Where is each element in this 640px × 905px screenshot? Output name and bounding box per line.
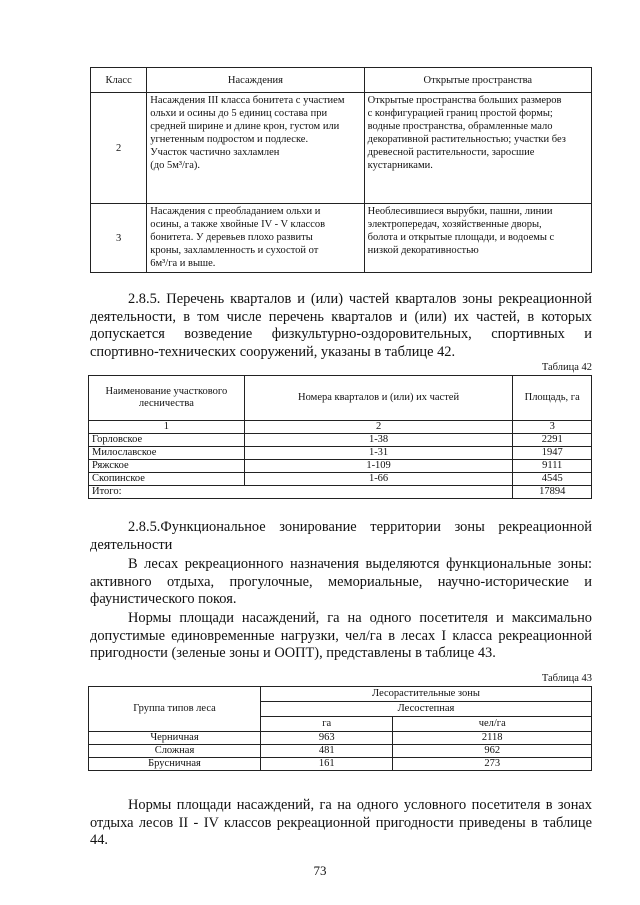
quarters-value: 1-31 — [244, 447, 513, 460]
text-line: кроны, захламленность и сухостой от — [150, 245, 319, 256]
header-zones: Лесорастительные зоны — [261, 687, 592, 702]
people-value: 2118 — [393, 732, 592, 745]
table-42 — [88, 375, 592, 499]
table-42-caption: Таблица 42 — [541, 362, 592, 373]
area-value: 1947 — [513, 447, 592, 460]
column-number: 3 — [513, 421, 592, 434]
text-line: кустарниками. — [367, 160, 433, 171]
paragraph-table-44 — [90, 797, 592, 850]
text-line: Открытые пространства больших размеров — [367, 95, 562, 106]
forest-group: Черничная — [89, 732, 261, 745]
forest-group: Брусничная — [89, 758, 261, 771]
text-line: Участок частично захламлен — [150, 147, 280, 158]
text-line: Насаждения с преобладанием ольхи и — [150, 206, 321, 217]
header-unit-ha: га — [261, 717, 393, 732]
text-line: ольхи и осины до 5 единиц состава при — [150, 108, 328, 119]
text-line: осины, а также хвойные IV - V классов — [150, 219, 326, 230]
text-line: Необлесившиеся вырубки, пашни, линии — [367, 206, 553, 217]
header-subzone: Лесостепная — [261, 702, 592, 717]
forestry-name: Ряжское — [89, 460, 245, 473]
paragraph-zoning — [90, 519, 592, 554]
header-class: Класс — [91, 68, 147, 93]
page-number: 73 — [313, 863, 327, 878]
table-43-caption: Таблица 43 — [541, 673, 592, 684]
people-value: 273 — [393, 758, 592, 771]
open-spaces-cell — [364, 93, 591, 204]
text-line: декоративной растительностью; участки без — [367, 134, 566, 145]
table-row — [89, 758, 592, 771]
plantings-cell — [147, 93, 364, 204]
table-header-row — [91, 68, 592, 93]
table-row — [91, 204, 592, 273]
text-line: 6м³/га и выше. — [150, 258, 216, 269]
header-plantings: Насаждения — [147, 68, 364, 93]
paragraph-text: 2.8.5.Функциональное зонирование территории зоны рекреационной деятельности — [90, 519, 592, 553]
paragraph-text: В лесах рекреационного назначения выделяются функциональные зоны: активного отдыха, прогулочные, мемориальные, научно-исторические и фаунистического покоя. — [90, 556, 592, 607]
table-row — [89, 460, 592, 473]
paragraph-text: Нормы площади насаждений, га на одного посетителя и максимально допустимые единовременные нагрузки, чел/га в лесах I класса рекреационной пригодности (зеленые зоны и ООПТ), представлены в таблице 43. — [90, 610, 592, 661]
people-value: 962 — [393, 745, 592, 758]
plantings-cell — [147, 204, 364, 273]
class-cell: 2 — [91, 93, 147, 204]
text-line: с конфигурацией границ простой формы; — [367, 108, 553, 119]
column-number-row — [89, 421, 592, 434]
table-row — [89, 473, 592, 486]
table-row — [89, 745, 592, 758]
text-line: древесной растительности, заросшие — [367, 147, 535, 158]
forestry-name: Скопинское — [89, 473, 245, 486]
header-area: Площадь, га — [513, 376, 592, 421]
table-row — [89, 732, 592, 745]
forestry-name: Горловское — [89, 434, 245, 447]
text-line: низкой декоративностью — [367, 245, 479, 256]
total-value: 17894 — [513, 486, 592, 499]
open-spaces-cell — [364, 204, 591, 273]
text-line: (до 5м³/га). — [150, 160, 200, 171]
quarters-value: 1-38 — [244, 434, 513, 447]
paragraph-2-8-5 — [90, 291, 592, 361]
paragraph-zones — [90, 556, 592, 609]
table-header-row — [89, 376, 592, 421]
text-line: электропередач, хозяйственные дворы, — [367, 219, 542, 230]
header-forestry: Наименование участкового лесничества — [89, 376, 245, 421]
table-row — [91, 93, 592, 204]
total-row — [89, 486, 592, 499]
total-label: Итого: — [89, 486, 513, 499]
ha-value: 481 — [261, 745, 393, 758]
text-line: средней ширине и длине крон, густом или — [150, 121, 340, 132]
ha-value: 161 — [261, 758, 393, 771]
forestry-name: Милославское — [89, 447, 245, 460]
column-number: 1 — [89, 421, 245, 434]
table-header-row — [89, 687, 592, 702]
paragraph-norms — [90, 610, 592, 663]
text-line: водные пространства, обрамленные мало — [367, 121, 553, 132]
column-number: 2 — [244, 421, 513, 434]
forest-group: Сложная — [89, 745, 261, 758]
paragraph-text: Нормы площади насаждений, га на одного условного посетителя в зонах отдыха лесов II - IV классов рекреационной пригодности приведены в таблице 44. — [90, 797, 592, 848]
header-open-spaces: Открытые пространства — [364, 68, 591, 93]
ha-value: 963 — [261, 732, 393, 745]
quarters-value: 1-109 — [244, 460, 513, 473]
area-value: 2291 — [513, 434, 592, 447]
area-value: 9111 — [513, 460, 592, 473]
text-line: болота и открытые площади, и водоемы с — [367, 232, 555, 243]
text-line: бонитета. У деревьев плохо развиты — [150, 232, 313, 243]
text-line: угнетенным подростом и подлеске. — [150, 134, 309, 145]
recreation-class-table — [90, 67, 592, 273]
paragraph-text: 2.8.5. Перечень кварталов и (или) частей кварталов зоны рекреационной деятельности, в том числе перечень кварталов и (или) их частей, в которых допускается возведение физкультурно-оздоровительных, спортивных и спортивно-технических сооружений, указаны в таблице 42. — [90, 291, 592, 360]
area-value: 4545 — [513, 473, 592, 486]
table-row — [89, 447, 592, 460]
table-43 — [88, 686, 592, 771]
class-cell: 3 — [91, 204, 147, 273]
text-line: Насаждения III класса бонитета с участием — [150, 95, 345, 106]
header-unit-people: чел/га — [393, 717, 592, 732]
header-forest-group: Группа типов леса — [89, 687, 261, 732]
quarters-value: 1-66 — [244, 473, 513, 486]
table-row — [89, 434, 592, 447]
header-quarters: Номера кварталов и (или) их частей — [244, 376, 513, 421]
